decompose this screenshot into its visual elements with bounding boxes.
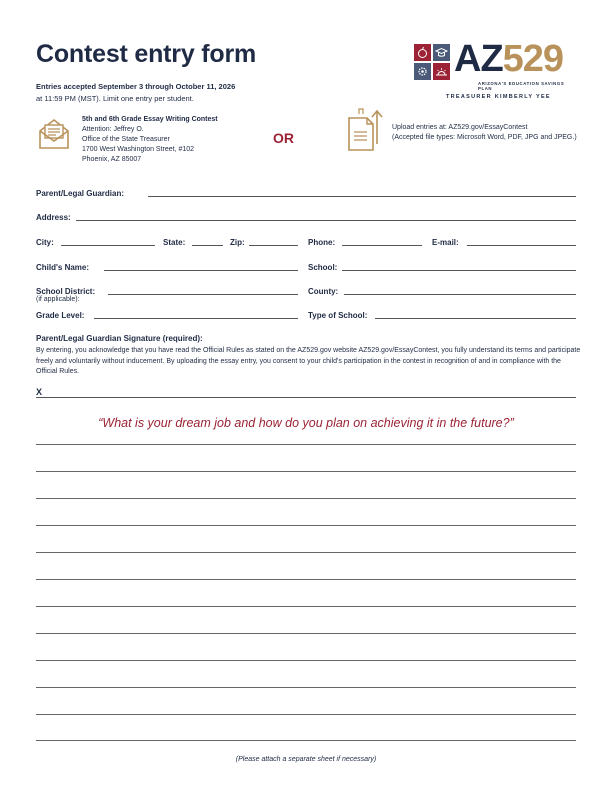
upload-info	[392, 123, 592, 143]
logo-tagline: ARIZONA'S EDUCATION SAVINGS PLAN	[478, 81, 565, 91]
entry-dates-rest: at 11:59 PM (MST). Limit one entry per student.	[36, 93, 194, 103]
type-of-school-input[interactable]	[375, 318, 576, 319]
logo-az: AZ	[454, 38, 503, 80]
essay-prompt: “What is your dream job and how do you plan on achieving it in the future?”	[98, 416, 514, 430]
essay-line[interactable]	[36, 552, 576, 553]
signature-input[interactable]	[36, 397, 576, 398]
essay-line[interactable]	[36, 471, 576, 472]
address-label: Address:	[36, 213, 71, 222]
logo-529: 529	[502, 38, 564, 80]
essay-line[interactable]	[36, 687, 576, 688]
essay-line[interactable]	[36, 606, 576, 607]
if-applicable-note: (if applicable):	[36, 296, 80, 303]
city-input[interactable]	[61, 245, 155, 246]
zip-label: Zip:	[230, 238, 245, 247]
logo-wordmark	[454, 38, 563, 81]
essay-line[interactable]	[36, 525, 576, 526]
mail-street: 1700 West Washington Street, #102	[82, 146, 195, 153]
contest-name: 5th and 6th Grade Essay Writing Contest	[82, 116, 218, 123]
guardian-label: Parent/Legal Guardian:	[36, 189, 125, 198]
upload-url: Upload entries at: AZ529.gov/EssayContest	[392, 124, 528, 131]
signature-x-mark: X	[36, 387, 43, 397]
upload-document-icon	[347, 102, 385, 152]
logo-apple-icon	[414, 44, 431, 61]
grade-level-input[interactable]	[94, 318, 298, 319]
logo-treasurer: TREASURER KIMBERLY YEE	[446, 94, 551, 100]
or-divider: OR	[273, 130, 294, 146]
mail-office: Office of the State Treasurer	[82, 136, 170, 143]
school-label: School:	[308, 263, 338, 272]
school-district-label: School District:	[36, 287, 96, 296]
essay-line[interactable]	[36, 740, 576, 741]
type-of-school-label: Type of School:	[308, 311, 368, 320]
page-title: Contest entry form	[36, 40, 257, 68]
mailing-address	[82, 115, 272, 165]
logo-graduation-cap-icon	[433, 44, 450, 61]
essay-line[interactable]	[36, 498, 576, 499]
entry-dates	[36, 81, 336, 104]
essay-line[interactable]	[36, 579, 576, 580]
grade-level-label: Grade Level:	[36, 311, 85, 320]
logo-gear-icon	[414, 63, 431, 80]
logo-sunrise-icon	[433, 63, 450, 80]
phone-label: Phone:	[308, 238, 336, 247]
address-input[interactable]	[76, 220, 576, 221]
child-name-label: Child's Name:	[36, 263, 90, 272]
child-name-input[interactable]	[104, 270, 298, 271]
email-input[interactable]	[467, 245, 576, 246]
essay-line[interactable]	[36, 633, 576, 634]
zip-input[interactable]	[249, 245, 298, 246]
guardian-input[interactable]	[148, 196, 576, 197]
footer-note: (Please attach a separate sheet if necessary)	[235, 756, 377, 763]
state-input[interactable]	[192, 245, 223, 246]
entry-dates-bold: Entries accepted September 3 through October 11, 2026	[36, 82, 236, 91]
envelope-icon	[36, 117, 72, 151]
state-label: State:	[163, 238, 186, 247]
az529-logo	[414, 38, 580, 104]
school-input[interactable]	[342, 270, 576, 271]
signature-title: Parent/Legal Guardian Signature (required):	[36, 334, 203, 343]
mail-city: Phoenix, AZ 85007	[82, 156, 142, 163]
essay-line[interactable]	[36, 660, 576, 661]
essay-line[interactable]	[36, 714, 576, 715]
essay-line[interactable]	[36, 444, 576, 445]
county-input[interactable]	[344, 294, 576, 295]
city-label: City:	[36, 238, 54, 247]
county-label: County:	[308, 287, 339, 296]
school-district-input[interactable]	[108, 294, 298, 295]
phone-input[interactable]	[342, 245, 422, 246]
upload-file-types: (Accepted file types: Microsoft Word, PDF, JPG and JPEG.)	[392, 134, 577, 141]
signature-consent-text: By entering, you acknowledge that you have read the Official Rules as stated on the AZ529.gov website AZ529.gov/EssayContest, you fully understand its terms and participate freely and voluntarily without inducement. By uploading the essay entry, you consent to your child's participation in the contest in recognition of and in compliance with the Official Rules.	[36, 347, 581, 375]
email-label: E-mail:	[432, 238, 459, 247]
mail-attention: Attention: Jeffrey O.	[82, 126, 144, 133]
